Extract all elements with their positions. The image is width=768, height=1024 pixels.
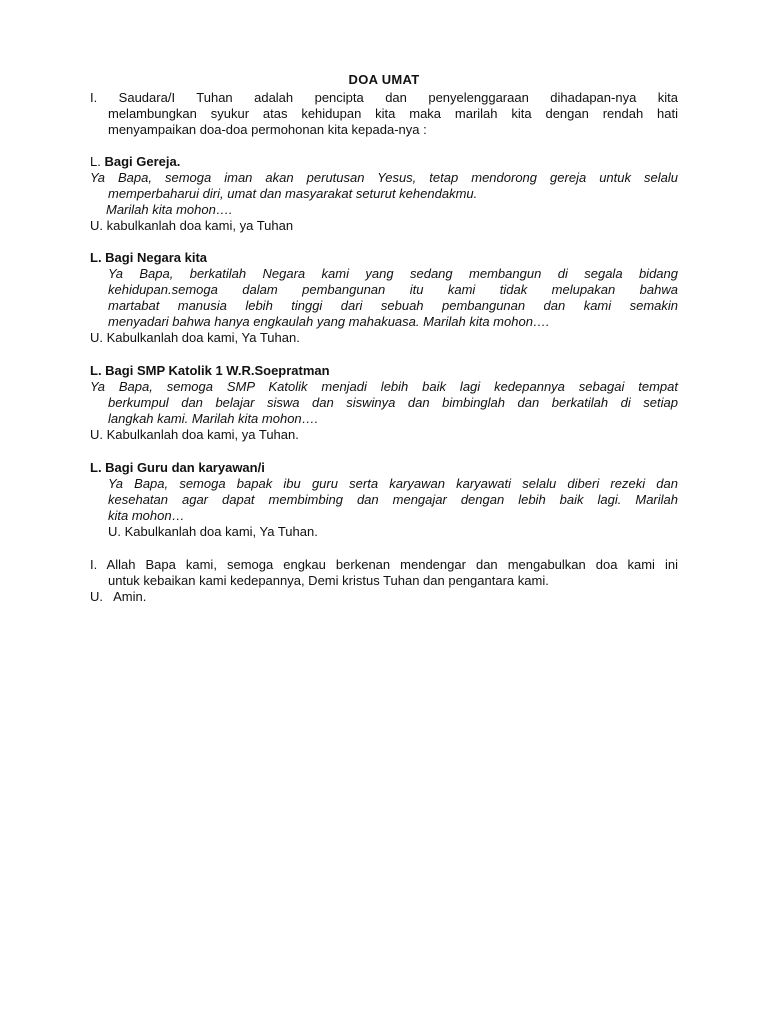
prayer-line: memperbaharui diri, umat dan masyarakat seturut kehendakmu. — [108, 186, 478, 201]
response-line: U. Kabulkanlah doa kami, Ya Tuhan. — [90, 330, 300, 345]
prayer-line: kita mohon… — [108, 508, 185, 523]
section-heading — [90, 154, 678, 170]
response-line: U. Kabulkanlah doa kami, ya Tuhan. — [90, 427, 299, 442]
prayer-line: martabat manusia lebih tinggi dari sebuah pembangunan dan kami semakin — [108, 298, 678, 313]
section-smp — [90, 363, 678, 443]
prayer-line: Ya Bapa, berkatilah Negara kami yang sedang membangun di segala bidang — [108, 266, 678, 281]
heading-text: Bagi Gereja. — [104, 154, 181, 169]
prayer-line: kesehatan agar dapat membimbing dan mengajar dengan lebih baik lagi. Marilah — [108, 492, 678, 507]
intro-line: melambungkan syukur atas kehidupan kita maka marilah kita dengan rendah hati — [108, 106, 678, 121]
section-gereja — [90, 154, 678, 234]
prayer-line: Ya Bapa, semoga bapak ibu guru serta karyawan karyawati selalu diberi rezeki dan — [108, 476, 678, 491]
heading-prefix: L. — [90, 154, 105, 169]
response-line: U. Kabulkanlah doa kami, Ya Tuhan. — [108, 524, 318, 539]
response-line: U. kabulkanlah doa kami, ya Tuhan — [90, 218, 294, 233]
prayer-line: Ya Bapa, semoga iman akan perutusan Yesus, tetap mendorong gereja untuk selalu — [90, 170, 678, 185]
section-heading: L. Bagi SMP Katolik 1 W.R.Soepratman — [90, 363, 330, 378]
closing-line: untuk kebaikan kami kedepannya, Demi kristus Tuhan dan pengantara kami. — [108, 573, 549, 588]
intro-line: I. Saudara/I Tuhan adalah pencipta dan penyelenggaraan dihadapan-nya kita — [90, 90, 678, 105]
prayer-line: kehidupan.semoga dalam pembangunan itu kami tidak melupakan bahwa — [108, 282, 678, 297]
page-title: DOA UMAT — [348, 72, 420, 87]
prayer-line: menyadari bahwa hanya engkaulah yang mahakuasa. Marilah kita mohon…. — [108, 314, 550, 329]
section-heading: L. Bagi Negara kita — [90, 250, 208, 265]
closing-paragraph — [90, 557, 678, 605]
prayer-line: Marilah kita mohon…. — [106, 202, 233, 217]
intro-paragraph — [90, 90, 678, 138]
prayer-line: berkumpul dan belajar siswa dan siswinya dan bimbinglah dan berkatilah di setiap — [108, 395, 678, 410]
prayer-line: langkah kami. Marilah kita mohon…. — [108, 411, 319, 426]
section-heading: L. Bagi Guru dan karyawan/i — [90, 460, 265, 475]
prayer-line: Ya Bapa, semoga SMP Katolik menjadi lebih baik lagi kedepannya sebagai tempat — [90, 379, 678, 394]
amen-line: U. Amin. — [90, 589, 147, 604]
closing-line: I. Allah Bapa kami, semoga engkau berkenan mendengar dan mengabulkan doa kami ini — [90, 557, 678, 572]
intro-line: menyampaikan doa-doa permohonan kita kepada-nya : — [108, 122, 427, 137]
section-guru — [90, 460, 678, 540]
section-negara — [90, 250, 678, 346]
